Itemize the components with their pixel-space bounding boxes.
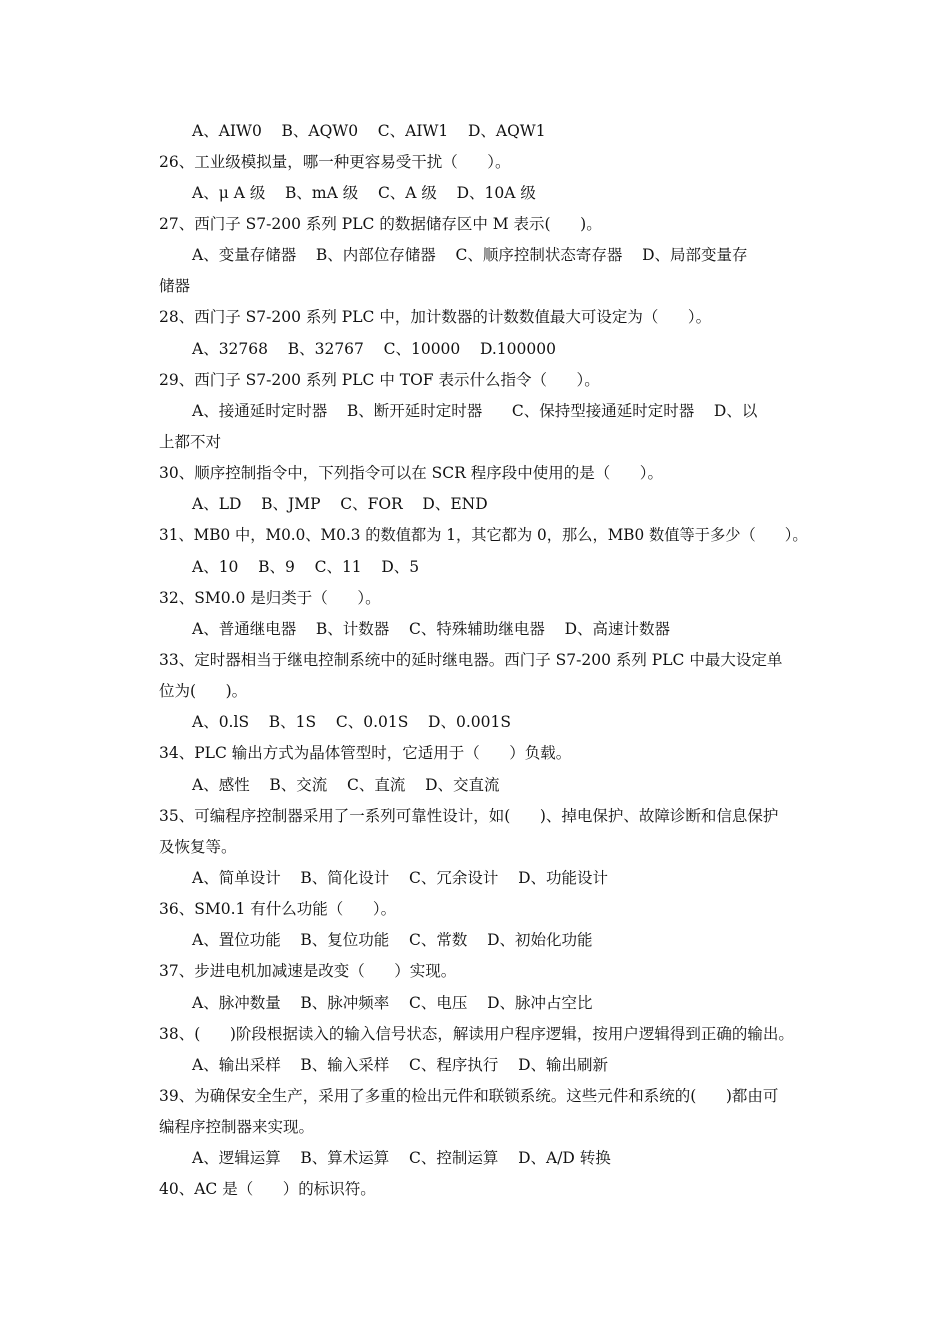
- question-38: 38、( )阶段根据读入的输入信号状态，解读用户程序逻辑，按用户逻辑得到正确的输出。: [159, 1025, 794, 1043]
- question-32: 32、SM0.0 是归类于（ ）。: [159, 589, 381, 607]
- question-39-continued: 编程序控制器来实现。: [159, 1118, 315, 1136]
- question-39: 39、为确保安全生产，采用了多重的检出元件和联锁系统。这些元件和系统的( )都由可: [159, 1087, 779, 1105]
- question-30: 30、顺序控制指令中，下列指令可以在 SCR 程序段中使用的是（ ）。: [159, 464, 664, 482]
- answer-options-29-continued: 上都不对: [159, 433, 222, 451]
- question-36: 36、SM0.1 有什么功能（ ）。: [159, 900, 397, 918]
- answer-options-39: A、逻辑运算 B、算术运算 C、控制运算 D、A/D 转换: [192, 1149, 611, 1167]
- question-34: 34、PLC 输出方式为晶体管型时，它适用于（ ）负载。: [159, 744, 572, 762]
- question-28: 28、西门子 S7-200 系列 PLC 中，加计数器的计数数值最大可设定为（ ）。: [159, 308, 712, 326]
- question-33-continued: 位为( )。: [159, 682, 248, 700]
- answer-options-28: A、32768 B、32767 C、10000 D.100000: [192, 340, 556, 358]
- question-26: 26、工业级模拟量，哪一种更容易受干扰（ ）。: [159, 153, 511, 171]
- answer-options-31: A、10 B、9 C、11 D、5: [192, 558, 420, 576]
- answer-options-32: A、普通继电器 B、计数器 C、特殊辅助继电器 D、高速计数器: [192, 620, 670, 638]
- answer-options-27-continued: 储器: [159, 277, 191, 295]
- answer-options-27: A、变量存储器 B、内部位存储器 C、顺序控制状态寄存器 D、局部变量存: [192, 246, 748, 264]
- question-40: 40、AC 是（ ）的标识符。: [159, 1180, 376, 1198]
- question-35-continued: 及恢复等。: [159, 838, 237, 856]
- answer-options-33: A、0.lS B、1S C、0.01S D、0.001S: [192, 713, 511, 731]
- answer-options-36: A、置位功能 B、复位功能 C、常数 D、初始化功能: [192, 931, 593, 949]
- answer-options-35: A、简单设计 B、简化设计 C、冗余设计 D、功能设计: [192, 869, 608, 887]
- answer-options-38: A、输出采样 B、输入采样 C、程序执行 D、输出刷新: [192, 1056, 608, 1074]
- answer-options-26: A、μ A 级 B、mA 级 C、A 级 D、10A 级: [192, 184, 536, 202]
- question-33: 33、定时器相当于继电控制系统中的延时继电器。西门子 S7-200 系列 PLC 中最大设定单: [159, 651, 783, 669]
- answer-options-25: A、AIW0 B、AQW0 C、AIW1 D、AQW1: [192, 122, 546, 140]
- question-27: 27、西门子 S7-200 系列 PLC 的数据储存区中 M 表示( )。: [159, 215, 602, 233]
- question-31: 31、MB0 中，M0.0、M0.3 的数值都为 1，其它都为 0，那么，MB0 数值等于多少（ ）。: [159, 526, 808, 544]
- question-37: 37、步进电机加减速是改变（ ）实现。: [159, 962, 457, 980]
- question-35: 35、可编程序控制器采用了一系列可靠性设计，如( )、掉电保护、故障诊断和信息保护: [159, 807, 779, 825]
- answer-options-29: A、接通延时定时器 B、断开延时定时器 C、保持型接通延时定时器 D、以: [192, 402, 758, 420]
- answer-options-37: A、脉冲数量 B、脉冲频率 C、电压 D、脉冲占空比: [192, 994, 593, 1012]
- question-29: 29、西门子 S7-200 系列 PLC 中 TOF 表示什么指令（ ）。: [159, 371, 600, 389]
- answer-options-30: A、LD B、JMP C、FOR D、END: [192, 495, 488, 513]
- answer-options-34: A、感性 B、交流 C、直流 D、交直流: [192, 776, 500, 794]
